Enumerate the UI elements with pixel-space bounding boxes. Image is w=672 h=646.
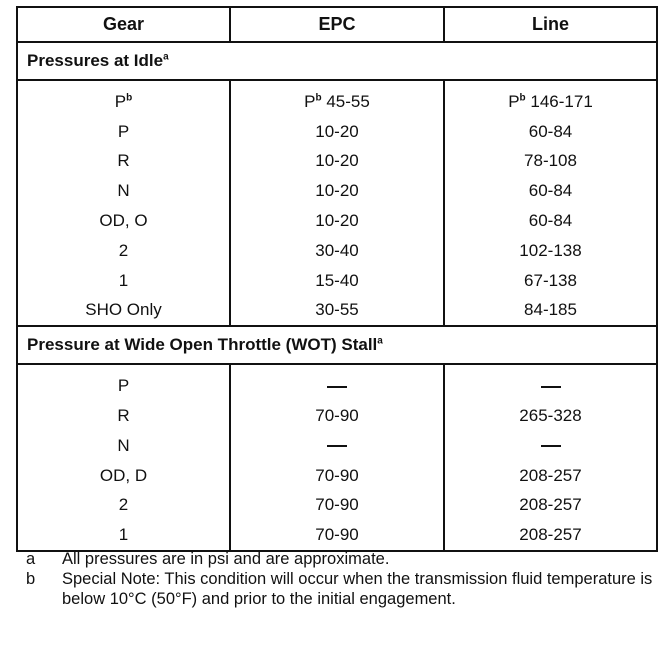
epc-cell xyxy=(230,401,444,431)
cell-value: 146-171 xyxy=(530,91,593,111)
gear-value: N xyxy=(117,181,130,201)
epc-cell xyxy=(230,80,444,117)
gear-cell xyxy=(17,401,230,431)
gear-cell xyxy=(17,461,230,491)
line-cell xyxy=(444,206,657,236)
epc-cell xyxy=(230,206,444,236)
table-row xyxy=(17,520,657,551)
gear-cell xyxy=(17,80,230,117)
table-row xyxy=(17,431,657,461)
cell-value: 60-84 xyxy=(528,121,573,141)
table-row xyxy=(17,176,657,206)
gear-value: R xyxy=(117,406,130,426)
cell-value: 265-328 xyxy=(519,406,582,426)
cell-value: 60-84 xyxy=(528,211,573,231)
line-cell xyxy=(444,266,657,296)
gear-value: R xyxy=(117,151,130,171)
dash-mark xyxy=(327,445,347,447)
gear-value: P xyxy=(114,91,127,111)
gear-superscript: b xyxy=(126,92,133,104)
footnote-mark: b xyxy=(26,570,36,588)
section-title-text: Pressures at Idle xyxy=(27,51,164,70)
footnote-a xyxy=(26,549,656,569)
cell-prefix: P xyxy=(508,91,520,111)
table-row xyxy=(17,296,657,327)
table-row xyxy=(17,364,657,401)
gear-cell xyxy=(17,266,230,296)
col-header-line: Line xyxy=(444,7,657,42)
table-row xyxy=(17,206,657,236)
cell-value: 15-40 xyxy=(315,270,359,290)
table-row xyxy=(17,236,657,266)
cell-value: 10-20 xyxy=(315,151,359,171)
cell-value: 70-90 xyxy=(315,465,359,485)
cell-superscript: b xyxy=(315,92,322,104)
cell-value: 70-90 xyxy=(315,525,359,545)
gear-value: SHO Only xyxy=(85,300,162,320)
line-cell xyxy=(444,431,657,461)
line-cell xyxy=(444,236,657,266)
line-cell xyxy=(444,176,657,206)
footnote-mark: a xyxy=(26,550,36,568)
epc-cell xyxy=(230,364,444,401)
cell-value: 30-40 xyxy=(315,240,359,260)
gear-value: N xyxy=(117,435,130,455)
gear-cell xyxy=(17,520,230,551)
table-row xyxy=(17,117,657,147)
table-row xyxy=(17,461,657,491)
gear-cell xyxy=(17,296,230,327)
cell-value: 45-55 xyxy=(326,91,370,111)
cell-value: 70-90 xyxy=(315,495,359,515)
epc-cell xyxy=(230,431,444,461)
gear-value: 1 xyxy=(118,525,129,545)
line-cell xyxy=(444,296,657,327)
table-row xyxy=(17,491,657,521)
cell-value: 102-138 xyxy=(519,240,582,260)
gear-cell xyxy=(17,491,230,521)
header-row xyxy=(17,7,657,42)
cell-value: 67-138 xyxy=(524,270,577,290)
footnote-text: Special Note: This condition will occur when the transmission fluid temperature is below 10°C (50°F) and prior to the initial engagement. xyxy=(62,570,653,608)
gear-cell xyxy=(17,431,230,461)
epc-cell xyxy=(230,147,444,177)
gear-value: OD, D xyxy=(99,465,148,485)
dash-mark xyxy=(541,445,561,447)
gear-value: 2 xyxy=(118,240,129,260)
cell-value: 10-20 xyxy=(315,121,359,141)
cell-value: 208-257 xyxy=(519,525,582,545)
line-cell xyxy=(444,147,657,177)
cell-value: 208-257 xyxy=(519,465,582,485)
cell-value: 208-257 xyxy=(519,495,582,515)
footnote-text: All pressures are in psi and are approximate. xyxy=(62,550,390,568)
table-body xyxy=(17,42,657,551)
cell-value: 84-185 xyxy=(524,300,577,320)
line-cell xyxy=(444,80,657,117)
dash-mark xyxy=(541,386,561,388)
gear-value: 1 xyxy=(118,270,129,290)
section-title xyxy=(17,42,657,80)
section-title-superscript: a xyxy=(163,51,169,63)
gear-value: 2 xyxy=(118,495,129,515)
cell-value: 70-90 xyxy=(315,406,359,426)
line-cell xyxy=(444,520,657,551)
epc-cell xyxy=(230,296,444,327)
footnotes xyxy=(26,549,656,609)
col-header-epc: EPC xyxy=(230,7,444,42)
gear-cell xyxy=(17,236,230,266)
gear-cell xyxy=(17,364,230,401)
table-row xyxy=(17,147,657,177)
epc-cell xyxy=(230,236,444,266)
section-title xyxy=(17,326,657,364)
cell-value: 60-84 xyxy=(528,181,573,201)
cell-value: 78-108 xyxy=(524,151,577,171)
gear-cell xyxy=(17,206,230,236)
cell-prefix: P xyxy=(304,91,316,111)
pressure-table xyxy=(16,6,658,552)
gear-cell xyxy=(17,117,230,147)
epc-cell xyxy=(230,176,444,206)
table-row xyxy=(17,401,657,431)
section-header-row xyxy=(17,326,657,364)
table-row xyxy=(17,80,657,117)
line-cell xyxy=(444,401,657,431)
epc-cell xyxy=(230,491,444,521)
gear-value: P xyxy=(117,121,130,141)
cell-value: 30-55 xyxy=(315,300,359,320)
epc-cell xyxy=(230,520,444,551)
cell-value: 10-20 xyxy=(315,211,359,231)
footnote-b xyxy=(26,569,656,609)
table-row xyxy=(17,266,657,296)
line-cell xyxy=(444,364,657,401)
cell-superscript: b xyxy=(519,92,526,104)
line-cell xyxy=(444,491,657,521)
gear-cell xyxy=(17,176,230,206)
gear-value: OD, O xyxy=(99,211,148,231)
cell-value: 10-20 xyxy=(315,181,359,201)
gear-value: P xyxy=(117,376,130,396)
epc-cell xyxy=(230,266,444,296)
col-header-gear: Gear xyxy=(17,7,230,42)
section-title-superscript: a xyxy=(377,335,383,347)
epc-cell xyxy=(230,461,444,491)
epc-cell xyxy=(230,117,444,147)
gear-cell xyxy=(17,147,230,177)
line-cell xyxy=(444,461,657,491)
dash-mark xyxy=(327,386,347,388)
line-cell xyxy=(444,117,657,147)
section-header-row xyxy=(17,42,657,80)
section-title-text: Pressure at Wide Open Throttle (WOT) Stall xyxy=(27,335,378,355)
